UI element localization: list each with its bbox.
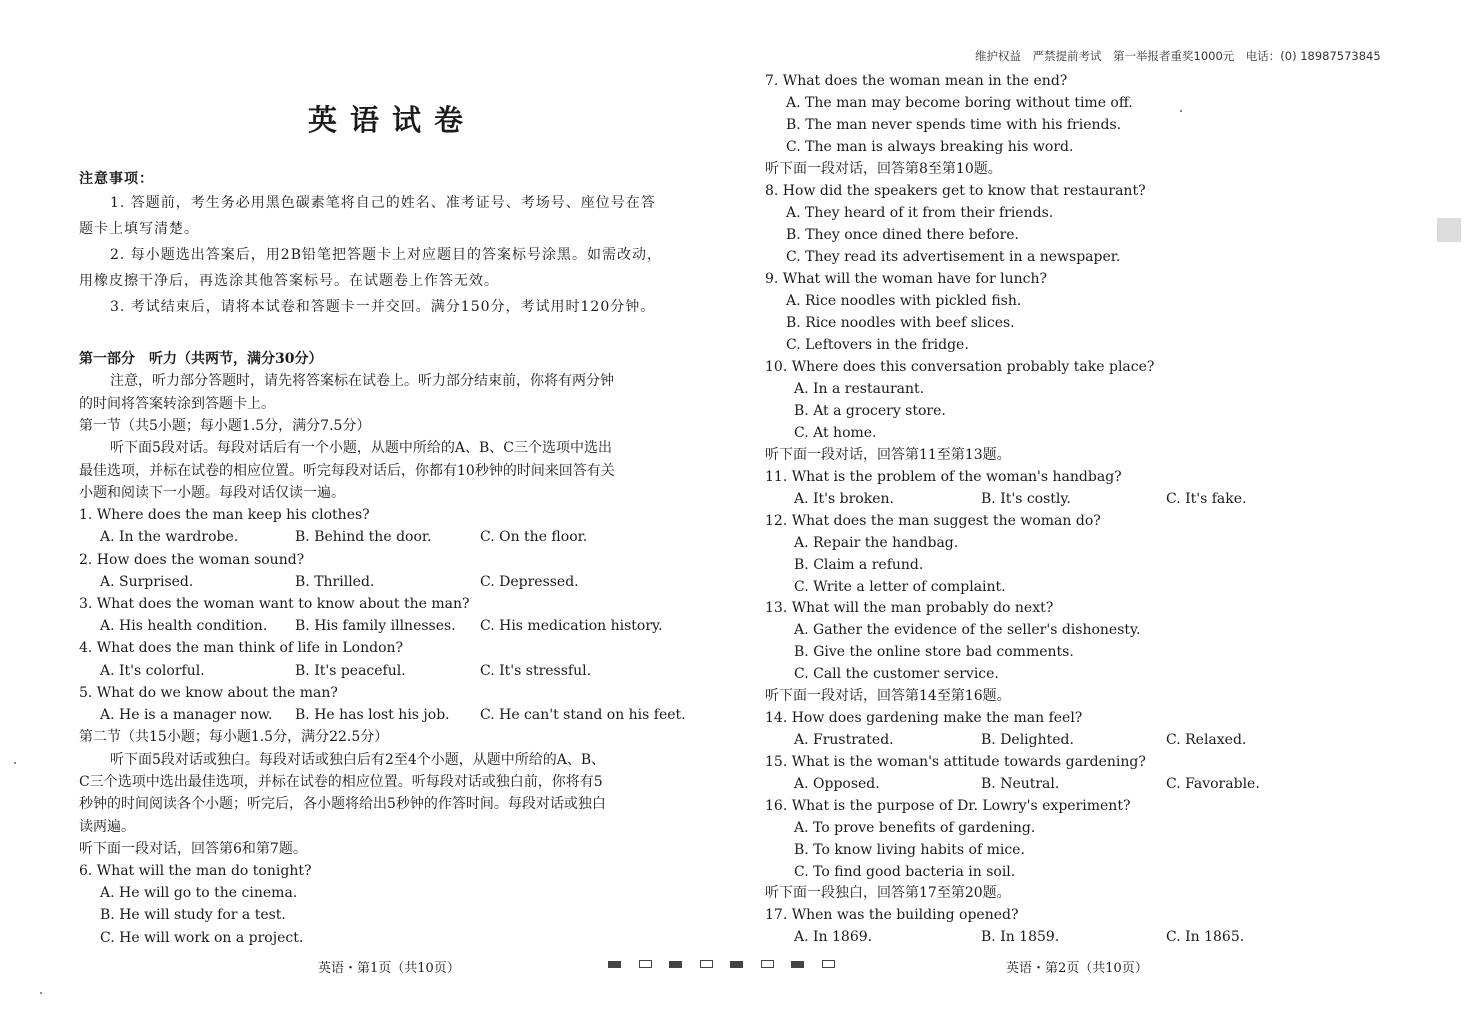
option-b: B. At a grocery store. xyxy=(794,403,946,419)
option-c: C. Depressed. xyxy=(480,574,579,590)
group-instruction: 听下面一段对话，回答第11至第13题。 xyxy=(765,447,1011,463)
option-b: B. Neutral. xyxy=(981,776,1060,792)
option-a: A. Gather the evidence of the seller's dishonesty. xyxy=(794,622,1141,638)
option-a: A. Repair the handbag. xyxy=(794,535,959,551)
option-a: A. It's colorful. xyxy=(100,663,205,679)
option-b: B. It's peaceful. xyxy=(295,663,406,679)
option-a: A. His health condition. xyxy=(100,618,268,634)
option-a: A. They heard of it from their friends. xyxy=(786,205,1054,221)
question-stem: 2. How does the woman sound? xyxy=(79,552,305,568)
option-a: A. To prove benefits of gardening. xyxy=(794,820,1036,836)
section-intro-line: 秒钟的时间阅读各个小题；听完后，各小题将给出5秒钟的作答时间。每段对话或独白 xyxy=(79,796,606,812)
question-stem: 6. What will the man do tonight? xyxy=(79,863,312,879)
question-stem: 1. Where does the man keep his clothes? xyxy=(79,507,370,523)
registration-mark xyxy=(700,960,713,968)
option-b: B. In 1859. xyxy=(981,929,1060,945)
option-a: A. In 1869. xyxy=(794,929,873,945)
option-b: B. The man never spends time with his friends. xyxy=(786,117,1122,133)
section-intro-line: 听下面5段对话或独白。每段对话或独白后有2至4个小题，从题中所给的A、B、 xyxy=(110,752,606,768)
group-instruction: 听下面一段对话，回答第14至第16题。 xyxy=(765,688,1011,704)
question-stem: 4. What does the man think of life in London? xyxy=(79,640,404,656)
scan-dot xyxy=(1180,110,1182,112)
question-stem: 12. What does the man suggest the woman do? xyxy=(765,513,1101,529)
option-b: B. Give the online store bad comments. xyxy=(794,644,1074,660)
option-c: C. It's stressful. xyxy=(480,663,592,679)
section-intro-line: 最佳选项，并标在试卷的相应位置。听完每段对话后，你都有10秒钟的时间来回答有关 xyxy=(79,463,615,479)
option-a: A. Surprised. xyxy=(100,574,194,590)
group-instruction: 听下面一段对话，回答第8至第10题。 xyxy=(765,161,1002,177)
option-a: A. He will go to the cinema. xyxy=(100,885,298,901)
option-c: C. To find good bacteria in soil. xyxy=(794,864,1016,880)
scan-dot xyxy=(40,992,42,994)
section-heading: 第二节（共15小题；每小题1.5分，满分22.5分） xyxy=(79,729,389,745)
part-intro-line: 注意，听力部分答题时，请先将答案标在试卷上。听力部分结束前，你将有两分钟 xyxy=(110,373,614,389)
group-instruction: 听下面一段独白，回答第17至第20题。 xyxy=(765,885,1011,901)
option-c: C. On the floor. xyxy=(480,529,588,545)
section-intro-line: 读两遍。 xyxy=(79,819,135,835)
part-heading: 第一部分 听力（共两节，满分30分） xyxy=(79,351,323,367)
question-stem: 16. What is the purpose of Dr. Lowry's experiment? xyxy=(765,798,1131,814)
registration-mark xyxy=(761,960,774,968)
option-b: B. They once dined there before. xyxy=(786,227,1020,243)
option-b: B. Delighted. xyxy=(981,732,1074,748)
option-c: C. He can't stand on his feet. xyxy=(480,707,686,723)
question-stem: 13. What will the man probably do next? xyxy=(765,600,1054,616)
option-a: A. Opposed. xyxy=(794,776,880,792)
registration-mark xyxy=(791,961,804,968)
question-stem: 17. When was the building opened? xyxy=(765,907,1019,923)
footer-page-right: 英语・第2页（共10页） xyxy=(1006,961,1148,976)
option-a: A. Rice noodles with pickled fish. xyxy=(786,293,1022,309)
notice-line: 题卡上填写清楚。 xyxy=(79,221,199,237)
scan-mark xyxy=(1437,218,1461,242)
option-c: C. Write a letter of complaint. xyxy=(794,579,1006,595)
question-stem: 7. What does the woman mean in the end? xyxy=(765,73,1068,89)
question-stem: 15. What is the woman's attitude towards gardening? xyxy=(765,754,1146,770)
option-b: B. Rice noodles with beef slices. xyxy=(786,315,1015,331)
notice-line: 用橡皮擦干净后，再选涂其他答案标号。在试题卷上作答无效。 xyxy=(79,273,499,289)
option-b: B. Behind the door. xyxy=(295,529,432,545)
part-intro-line: 的时间将答案转涂到答题卡上。 xyxy=(79,396,275,412)
header-notice: 维护权益 严禁提前考试 第一举报者重奖1000元 电话：(0) 18987573845 xyxy=(975,49,1381,63)
option-c: C. Relaxed. xyxy=(1166,732,1247,748)
option-c: C. At home. xyxy=(794,425,877,441)
option-a: A. The man may become boring without time off. xyxy=(786,95,1133,111)
option-c: C. They read its advertisement in a newspaper. xyxy=(786,249,1121,265)
option-a: A. He is a manager now. xyxy=(100,707,273,723)
section-intro-line: 听下面5段对话。每段对话后有一个小题，从题中所给的A、B、C三个选项中选出 xyxy=(110,440,613,456)
section-heading: 第一节（共5小题；每小题1.5分，满分7.5分） xyxy=(79,418,371,434)
question-stem: 8. How did the speakers get to know that restaurant? xyxy=(765,183,1146,199)
registration-mark xyxy=(669,961,682,968)
scan-dot xyxy=(14,762,16,764)
notice-line: 2. 每小题选出答案后，用2B铅笔把答题卡上对应题目的答案标号涂黑。如需改动， xyxy=(110,247,663,263)
option-b: B. It's costly. xyxy=(981,491,1071,507)
section-intro-line: 小题和阅读下一小题。每段对话仅读一遍。 xyxy=(79,485,345,501)
notice-line: 3. 考试结束后，请将本试卷和答题卡一并交回。满分150分，考试用时120分钟。 xyxy=(110,299,656,315)
option-c: C. Favorable. xyxy=(1166,776,1260,792)
option-b: B. His family illnesses. xyxy=(295,618,456,634)
option-c: C. He will work on a project. xyxy=(100,930,304,946)
question-stem: 14. How does gardening make the man feel? xyxy=(765,710,1083,726)
notice-heading: 注意事项： xyxy=(79,171,154,187)
option-a: A. In a restaurant. xyxy=(794,381,925,397)
option-b: B. Claim a refund. xyxy=(794,557,924,573)
option-a: A. It's broken. xyxy=(794,491,894,507)
registration-mark xyxy=(822,960,835,968)
page-title: 英语试卷 xyxy=(308,103,477,137)
option-c: C. His medication history. xyxy=(480,618,663,634)
option-c: C. The man is always breaking his word. xyxy=(786,139,1074,155)
footer-page-left: 英语・第1页（共10页） xyxy=(318,961,460,976)
option-c: C. It's fake. xyxy=(1166,491,1247,507)
option-b: B. Thrilled. xyxy=(295,574,375,590)
group-instruction: 听下面一段对话，回答第6和第7题。 xyxy=(79,841,307,857)
option-c: C. In 1865. xyxy=(1166,929,1245,945)
option-b: B. To know living habits of mice. xyxy=(794,842,1025,858)
option-a: A. In the wardrobe. xyxy=(100,529,239,545)
registration-mark xyxy=(639,960,652,968)
question-stem: 11. What is the problem of the woman's handbag? xyxy=(765,469,1122,485)
option-b: B. He will study for a test. xyxy=(100,907,286,923)
option-b: B. He has lost his job. xyxy=(295,707,450,723)
question-stem: 3. What does the woman want to know about the man? xyxy=(79,596,470,612)
question-stem: 5. What do we know about the man? xyxy=(79,685,338,701)
option-c: C. Leftovers in the fridge. xyxy=(786,337,969,353)
registration-mark xyxy=(730,961,743,968)
option-c: C. Call the customer service. xyxy=(794,666,999,682)
registration-mark xyxy=(608,961,621,968)
section-intro-line: C三个选项中选出最佳选项，并标在试卷的相应位置。听每段对话或独白前，你将有5 xyxy=(79,774,603,790)
notice-line: 1. 答题前，考生务必用黑色碳素笔将自己的姓名、准考证号、考场号、座位号在答 xyxy=(110,195,656,211)
question-stem: 10. Where does this conversation probably take place? xyxy=(765,359,1155,375)
option-a: A. Frustrated. xyxy=(794,732,894,748)
question-stem: 9. What will the woman have for lunch? xyxy=(765,271,1048,287)
